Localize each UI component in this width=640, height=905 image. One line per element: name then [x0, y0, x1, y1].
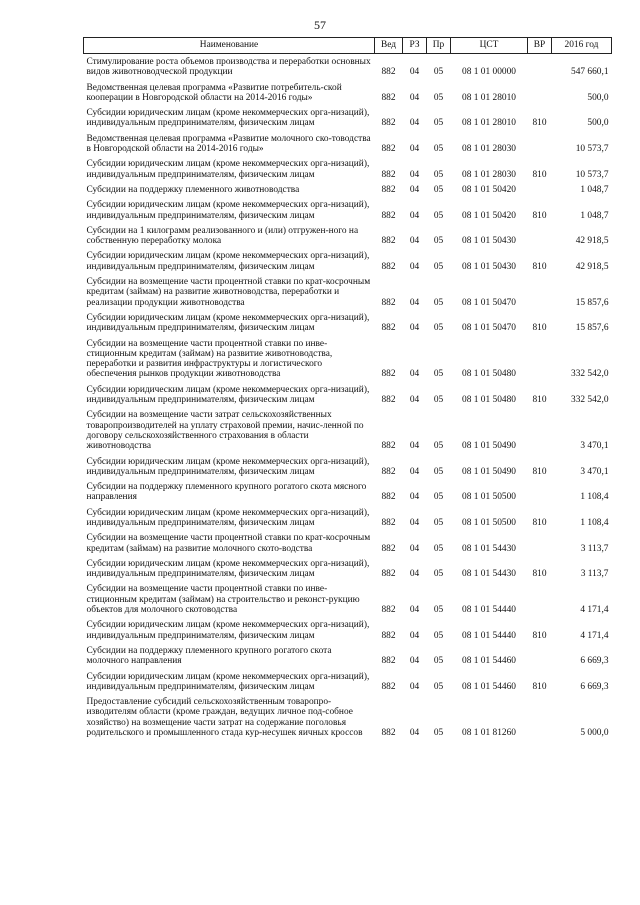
row-amount: 10 573,7: [575, 144, 609, 155]
row-vr: 810: [532, 323, 547, 334]
row-amount: 1 048,7: [580, 184, 609, 195]
row-name: Субсидии на возмещение части процентной ставки по инве-стиционным кредитам (займам) на строительство и реконст-рукцию объектов для молочного скотоводства: [86, 584, 360, 616]
row-ved: 882: [381, 118, 396, 129]
row-pr: 05: [433, 441, 444, 452]
row-vr: [528, 695, 552, 741]
row-vr: 810: [532, 169, 547, 180]
row-cst: 08 1 01 54440: [462, 605, 516, 616]
row-pr: 05: [433, 144, 444, 155]
row-vr: 810: [532, 466, 547, 477]
row-pr: 05: [433, 728, 444, 739]
row-ved: 882: [381, 92, 396, 103]
row-rz: 04: [409, 92, 420, 103]
row-name: Субсидии на возмещение части процентной ставки по крат-косрочным кредитам (займам) на развитие молочного ското-водства: [86, 533, 371, 554]
col-header-ved: Вед: [375, 38, 403, 54]
row-ved: 882: [381, 261, 396, 272]
row-pr: 05: [433, 92, 444, 103]
row-pr: 05: [433, 210, 444, 221]
row-cst: 08 1 01 50490: [462, 441, 516, 452]
row-vr: [528, 531, 552, 557]
row-name: Субсидии юридическим лицам (кроме некоммерческих орга-низаций), индивидуальным предпринимателям, физическим лицам: [86, 671, 370, 692]
row-ved: 882: [381, 144, 396, 155]
col-header-amount: 2016 год: [552, 38, 612, 54]
row-ved: 882: [381, 210, 396, 221]
row-name: Субсидии юридическим лицам (кроме некоммерческих орга-низаций), индивидуальным предпринимателям, физическим лицам: [86, 507, 370, 528]
row-amount: 10 573,7: [575, 169, 609, 180]
table-row: [84, 198, 612, 224]
row-cst: 08 1 01 28010: [462, 92, 516, 103]
row-vr: [528, 81, 552, 107]
col-header-rz: РЗ: [403, 38, 427, 54]
row-vr: [528, 275, 552, 311]
row-vr: [528, 183, 552, 198]
row-amount: 5 000,0: [580, 728, 609, 739]
row-rz: 04: [409, 441, 420, 452]
row-pr: 05: [433, 543, 444, 554]
row-name: Субсидии на поддержку племенного животноводства: [86, 184, 300, 195]
row-name: Субсидии на 1 килограмм реализованного и (или) отгружен-ного на собственную переработку молока: [86, 225, 359, 247]
table-row: [84, 506, 612, 532]
row-pr: 05: [433, 261, 444, 272]
row-name: Стимулирование роста объемов производства и переработки основных видов животноводческой продукции: [86, 57, 371, 78]
row-cst: 08 1 01 54460: [462, 656, 516, 667]
row-amount: 4 171,4: [580, 630, 609, 641]
table-row: [84, 224, 612, 250]
row-name: Субсидии юридическим лицам (кроме некоммерческих орга-низаций), индивидуальным предпринимателям, физическим лицам: [86, 620, 370, 641]
row-name: Субсидии на поддержку племенного крупного рогатого скота молочного направления: [86, 645, 332, 667]
col-header-name: Наименование: [84, 38, 375, 54]
row-cst: 08 1 01 50480: [462, 395, 516, 406]
table-row: [84, 408, 612, 454]
row-rz: 04: [409, 569, 420, 580]
col-header-pr: Пр: [427, 38, 451, 54]
row-vr: [528, 408, 552, 454]
row-ved: 882: [381, 184, 396, 195]
row-amount: 6 669,3: [580, 681, 609, 692]
row-rz: 04: [409, 297, 420, 308]
row-rz: 04: [409, 261, 420, 272]
row-pr: 05: [433, 569, 444, 580]
row-pr: 05: [433, 681, 444, 692]
table-row: [84, 183, 612, 198]
row-cst: 08 1 01 28030: [462, 144, 516, 155]
row-ved: 882: [381, 236, 396, 247]
row-cst: 08 1 01 50500: [462, 492, 516, 503]
row-ved: 882: [381, 517, 396, 528]
row-amount: 4 171,4: [580, 605, 609, 616]
table-row: [84, 531, 612, 557]
row-amount: 1 108,4: [580, 517, 609, 528]
row-name: Предоставление субсидий сельскохозяйственным товаропро-изводителям области (кроме граждан, ведущих личное под-собное хозяйство) на возмещение части затрат на содержание поголовья родительского и промышленного стада кур-несушек яичных кроссов: [86, 697, 363, 739]
row-rz: 04: [409, 517, 420, 528]
row-vr: [528, 337, 552, 383]
row-name: Субсидии юридическим лицам (кроме некоммерческих орга-низаций), индивидуальным предпринимателям, физическим лицам: [86, 312, 370, 334]
row-ved: 882: [381, 67, 396, 78]
row-rz: 04: [409, 605, 420, 616]
table-row: [84, 670, 612, 696]
row-name: Субсидии юридическим лицам (кроме некоммерческих орга-низаций), индивидуальным предпринимателям, физическим лицам: [86, 108, 370, 129]
row-name: Субсидии юридическим лицам (кроме некоммерческих орга-низаций), индивидуальным предпринимателям, физическим лицам: [86, 251, 370, 272]
row-amount: 42 918,5: [575, 261, 609, 272]
row-ved: 882: [381, 323, 396, 334]
row-name: Субсидии юридическим лицам (кроме некоммерческих орга-низаций), индивидуальным предпринимателям, физическим лицам: [86, 384, 370, 406]
row-name: Субсидии на поддержку племенного крупного рогатого скота мясного направления: [86, 482, 367, 503]
row-ved: 882: [381, 169, 396, 180]
col-header-cst: ЦСТ: [451, 38, 528, 54]
row-vr: [528, 480, 552, 506]
row-name: Ведомственная целевая программа «Развитие потребитель-ской кооперации в Новгородской области на 2014-2016 годы»: [86, 82, 342, 103]
row-ved: 882: [381, 569, 396, 580]
row-cst: 08 1 01 50470: [462, 323, 516, 334]
row-cst: 08 1 01 50430: [462, 261, 516, 272]
table-row: [84, 582, 612, 618]
table-row: [84, 455, 612, 481]
row-cst: 08 1 01 50500: [462, 517, 516, 528]
row-pr: 05: [433, 630, 444, 641]
row-amount: 332 542,0: [571, 395, 609, 406]
row-amount: 3 470,1: [580, 466, 609, 477]
table-row: [84, 383, 612, 409]
table-row: [84, 337, 612, 383]
row-amount: 332 542,0: [571, 369, 609, 380]
table-row: [84, 54, 612, 81]
table-header-row: [84, 38, 612, 54]
row-amount: 3 113,7: [580, 569, 609, 580]
row-cst: 08 1 01 54460: [462, 681, 516, 692]
row-amount: 1 048,7: [580, 210, 609, 221]
row-name: Субсидии юридическим лицам (кроме некоммерческих орга-низаций), индивидуальным предпринимателям, физическим лицам: [86, 456, 370, 477]
row-rz: 04: [409, 67, 420, 78]
row-vr: 810: [532, 630, 547, 641]
row-pr: 05: [433, 323, 444, 334]
row-ved: 882: [381, 441, 396, 452]
row-pr: 05: [433, 236, 444, 247]
table-row: [84, 249, 612, 275]
row-vr: 810: [532, 261, 547, 272]
table-row: [84, 157, 612, 183]
budget-table: [83, 37, 612, 741]
row-name: Субсидии юридическим лицам (кроме некоммерческих орга-низаций), индивидуальным предпринимателям, физическим лицам: [86, 159, 370, 180]
row-ved: 882: [381, 630, 396, 641]
row-rz: 04: [409, 144, 420, 155]
row-amount: 15 857,6: [575, 297, 609, 308]
row-vr: [528, 54, 552, 81]
row-pr: 05: [433, 118, 444, 129]
row-pr: 05: [433, 395, 444, 406]
row-pr: 05: [433, 605, 444, 616]
table-row: [84, 106, 612, 132]
row-rz: 04: [409, 492, 420, 503]
row-rz: 04: [409, 728, 420, 739]
row-cst: 08 1 01 50430: [462, 236, 516, 247]
table-row: [84, 311, 612, 337]
row-vr: [528, 582, 552, 618]
page-number: 57: [314, 18, 326, 32]
row-name: Субсидии юридическим лицам (кроме некоммерческих орга-низаций), индивидуальным предпринимателям, физическим лицам: [86, 200, 370, 221]
row-pr: 05: [433, 466, 444, 477]
row-rz: 04: [409, 369, 420, 380]
row-amount: 547 660,1: [571, 67, 609, 78]
col-header-vr: ВР: [528, 38, 552, 54]
table-row: [84, 480, 612, 506]
row-pr: 05: [433, 369, 444, 380]
table-row: [84, 695, 612, 741]
row-vr: 810: [532, 681, 547, 692]
table-row: [84, 81, 612, 107]
row-pr: 05: [433, 169, 444, 180]
row-cst: 08 1 01 54440: [462, 630, 516, 641]
row-amount: 1 108,4: [580, 492, 609, 503]
row-rz: 04: [409, 656, 420, 667]
row-rz: 04: [409, 630, 420, 641]
row-ved: 882: [381, 369, 396, 380]
row-cst: 08 1 01 54430: [462, 569, 516, 580]
table-row: [84, 618, 612, 644]
row-rz: 04: [409, 543, 420, 554]
row-pr: 05: [433, 184, 444, 195]
row-vr: 810: [532, 210, 547, 221]
row-amount: 500,0: [587, 92, 609, 103]
row-rz: 04: [409, 169, 420, 180]
row-cst: 08 1 01 50420: [462, 184, 516, 195]
row-cst: 08 1 01 28010: [462, 118, 516, 129]
row-name: Ведомственная целевая программа «Развитие молочного ско-товодства в Новгородской области на 2014-2016 годы»: [86, 133, 371, 155]
row-cst: 08 1 01 50420: [462, 210, 516, 221]
row-vr: 810: [532, 395, 547, 406]
row-name: Субсидии на возмещение части затрат сельскохозяйственных товаропроизводителей на уплату страховой премии, начис-ленной по договору сельскохозяйственного страхования в области животноводства: [86, 410, 364, 452]
table-row: [84, 644, 612, 670]
row-rz: 04: [409, 681, 420, 692]
row-cst: 08 1 01 50480: [462, 369, 516, 380]
row-cst: 08 1 01 54430: [462, 543, 516, 554]
row-amount: 15 857,6: [575, 323, 609, 334]
row-ved: 882: [381, 492, 396, 503]
row-name: Субсидии юридическим лицам (кроме некоммерческих орга-низаций), индивидуальным предпринимателям, физическим лицам: [86, 558, 370, 580]
row-pr: 05: [433, 297, 444, 308]
row-name: Субсидии на возмещение части процентной ставки по инве-стиционным кредитам (займам) на развитие животноводства, переработки и развития инфраструктуры и логистического обеспечения рынков продукции животноводства: [86, 338, 333, 380]
row-rz: 04: [409, 210, 420, 221]
row-cst: 08 1 01 50490: [462, 466, 516, 477]
row-vr: 810: [532, 118, 547, 129]
row-cst: 08 1 01 81260: [462, 728, 516, 739]
row-vr: [528, 644, 552, 670]
row-amount: 500,0: [587, 118, 609, 129]
row-cst: 08 1 01 00000: [462, 67, 516, 78]
row-ved: 882: [381, 681, 396, 692]
row-vr: [528, 224, 552, 250]
row-amount: 6 669,3: [580, 656, 609, 667]
row-pr: 05: [433, 656, 444, 667]
row-ved: 882: [381, 728, 396, 739]
row-rz: 04: [409, 184, 420, 195]
row-ved: 882: [381, 297, 396, 308]
row-amount: 3 470,1: [580, 441, 609, 452]
table-row: [84, 132, 612, 158]
table-row: [84, 557, 612, 583]
row-rz: 04: [409, 323, 420, 334]
row-amount: 3 113,7: [580, 543, 609, 554]
table-row: [84, 275, 612, 311]
row-vr: 810: [532, 517, 547, 528]
row-pr: 05: [433, 492, 444, 503]
row-ved: 882: [381, 395, 396, 406]
row-name: Субсидии на возмещение части процентной ставки по крат-косрочным кредитам (займам) на развитие животноводства, переработки и реализации продукции животноводства: [86, 277, 371, 308]
row-ved: 882: [381, 656, 396, 667]
row-rz: 04: [409, 395, 420, 406]
row-rz: 04: [409, 118, 420, 129]
row-ved: 882: [381, 605, 396, 616]
row-amount: 42 918,5: [575, 236, 609, 247]
row-vr: 810: [532, 569, 547, 580]
row-rz: 04: [409, 236, 420, 247]
row-pr: 05: [433, 517, 444, 528]
row-ved: 882: [381, 466, 396, 477]
row-ved: 882: [381, 543, 396, 554]
row-rz: 04: [409, 466, 420, 477]
row-vr: [528, 132, 552, 158]
row-pr: 05: [433, 67, 444, 78]
row-cst: 08 1 01 50470: [462, 297, 516, 308]
row-cst: 08 1 01 28030: [462, 169, 516, 180]
